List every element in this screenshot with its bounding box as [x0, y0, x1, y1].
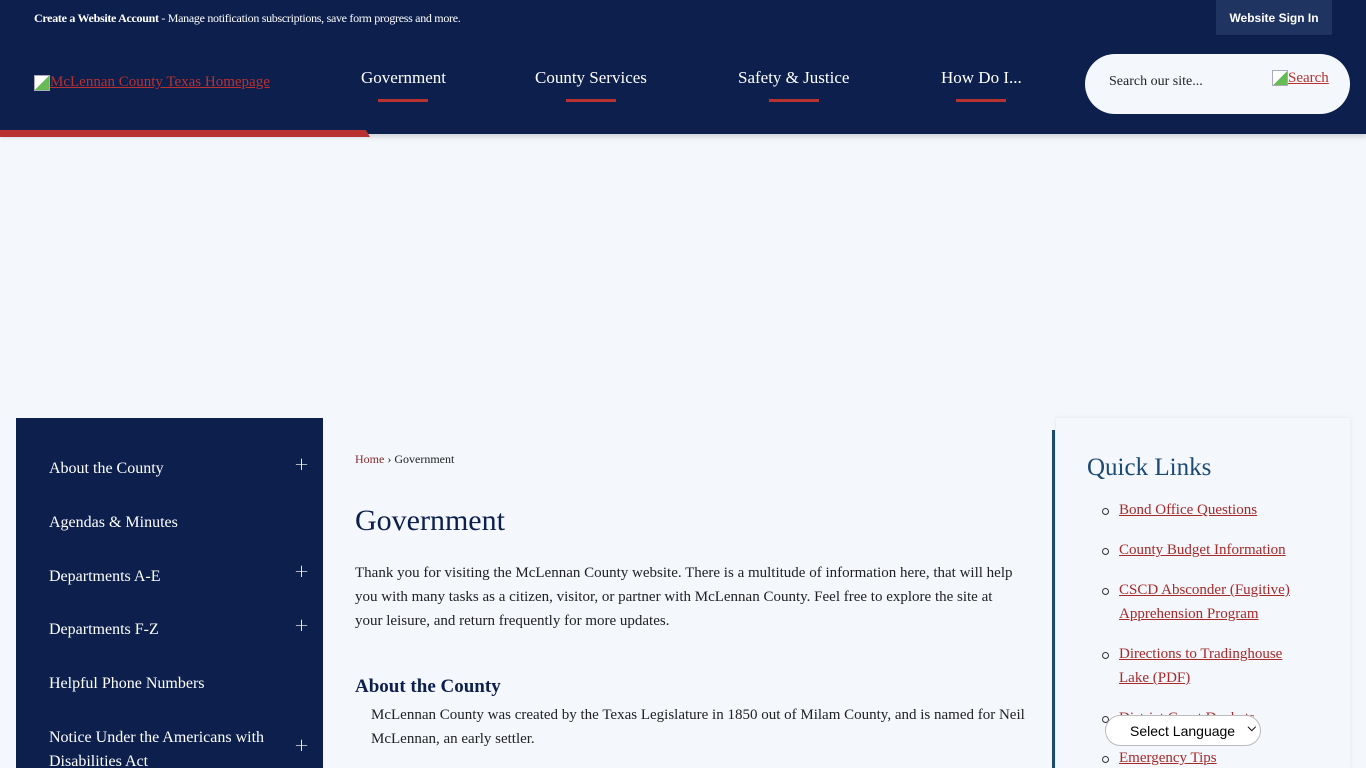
section-text-about: McLennan County was created by the Texas Legislature in 1850 out of Milam County, and is named for Neil McLennan, an early settler. — [371, 707, 1025, 747]
chevron-down-icon: ⌵ — [1247, 722, 1256, 734]
quick-link-tradinghouse-lake[interactable]: Directions to Tradinghouse Lake (PDF) — [1119, 646, 1283, 686]
list-item — [1102, 578, 1302, 626]
sidebar-item-departments-a-e[interactable]: Departments A-E — [49, 568, 161, 585]
header-accent-stripe — [0, 130, 370, 137]
site-logo-link[interactable] — [34, 74, 270, 91]
secondary-navigation — [16, 418, 323, 768]
list-item — [1102, 538, 1302, 562]
nav-underline — [956, 99, 1006, 102]
breadcrumb — [355, 452, 454, 467]
quick-link-county-budget[interactable]: County Budget Information — [1119, 542, 1286, 558]
language-select-label: Select Language — [1130, 722, 1236, 739]
search-button-label: Search — [1288, 70, 1329, 86]
broken-image-icon — [34, 75, 50, 91]
nav-how-do-i[interactable] — [941, 68, 1022, 102]
breadcrumb-separator: › — [384, 452, 395, 466]
expand-plus-icon[interactable]: + — [294, 454, 310, 475]
search-input[interactable] — [1109, 74, 1259, 90]
nav-government[interactable] — [361, 68, 446, 102]
search-icon — [1272, 70, 1288, 86]
nav-underline — [378, 99, 428, 102]
nav-label: Safety & Justice — [738, 68, 850, 87]
utility-bar — [0, 0, 1366, 36]
sidebar-item-departments-f-z[interactable]: Departments F-Z — [49, 621, 159, 638]
quick-link-bond-office[interactable]: Bond Office Questions — [1119, 502, 1258, 518]
nav-underline — [566, 99, 616, 102]
nav-label: County Services — [535, 68, 647, 87]
intro-paragraph: Thank you for visiting the McLennan County website. There is a multitude of information here, that will help you with many tasks as a citizen, visitor, or partner with McLennan County. Feel free to explore the site at your leisure, and return frequently for more updates. — [355, 565, 1013, 629]
nav-safety-justice[interactable] — [738, 68, 849, 102]
nav-label: Government — [361, 68, 446, 87]
main-content — [323, 418, 1053, 768]
list-item — [1102, 746, 1302, 768]
sidebar-item-agendas-minutes[interactable]: Agendas & Minutes — [49, 514, 178, 531]
create-account-link[interactable]: Create a Website Account — [34, 11, 159, 25]
logo-alt-text[interactable]: McLennan County Texas Homepage — [50, 74, 270, 90]
site-search — [1085, 54, 1350, 114]
quick-links-title: Quick Links — [1087, 454, 1212, 481]
sidebar-item-ada-notice[interactable]: Notice Under the Americans with Disabilities Act — [49, 729, 265, 768]
nav-county-services[interactable] — [535, 68, 647, 102]
sidebar-item-about-the-county[interactable]: About the County — [49, 460, 164, 477]
list-item — [1102, 498, 1302, 522]
nav-label: How Do I... — [941, 68, 1022, 87]
sidebar-item-helpful-phone-numbers[interactable]: Helpful Phone Numbers — [49, 675, 205, 692]
expand-plus-icon[interactable]: + — [294, 615, 310, 636]
website-sign-in-button[interactable]: Website Sign In — [1216, 0, 1332, 35]
language-select[interactable] — [1105, 715, 1261, 746]
expand-plus-icon[interactable]: + — [294, 561, 310, 582]
list-item — [1102, 642, 1302, 690]
nav-underline — [769, 99, 819, 102]
breadcrumb-current: Government — [394, 452, 455, 466]
expand-plus-icon[interactable]: + — [294, 735, 310, 756]
page-title: Government — [355, 504, 505, 537]
breadcrumb-home-link[interactable]: Home — [355, 452, 385, 466]
quick-links-divider — [1052, 430, 1055, 768]
search-button[interactable] — [1272, 68, 1329, 87]
section-heading-about: About the County — [355, 676, 501, 697]
quick-link-cscd-absconder[interactable]: CSCD Absconder (Fugitive) Apprehension Program — [1119, 582, 1290, 622]
account-message — [34, 11, 460, 26]
quick-link-emergency-tips[interactable]: Emergency Tips — [1119, 750, 1217, 766]
account-description: - Manage notification subscriptions, save form progress and more. — [158, 11, 461, 25]
